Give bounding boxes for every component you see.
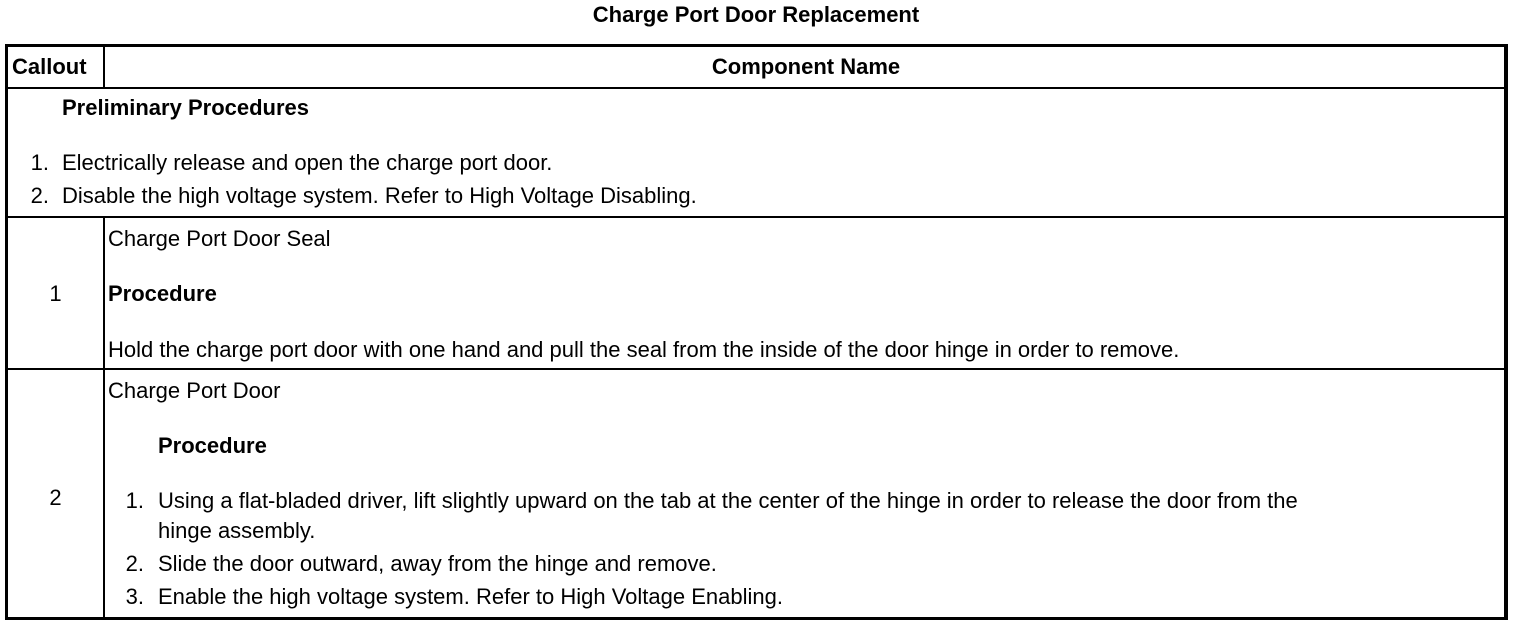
step-text: Disable the high voltage system. Refer to High Voltage Disabling. [62, 183, 697, 208]
row2-procedure-heading: Procedure [158, 433, 267, 458]
row2-component: Charge Port Door [108, 378, 281, 403]
procedure-table [5, 44, 1508, 620]
step-text: Electrically release and open the charge port door. [62, 150, 553, 175]
header-component-name: Component Name [711, 54, 901, 79]
preliminary-divider [8, 216, 1504, 218]
row1-procedure-heading: Procedure [108, 281, 217, 306]
step-number: 2. [30, 183, 49, 208]
step-text: Slide the door outward, away from the hinge and remove. [158, 551, 717, 576]
body-column-divider [103, 216, 105, 620]
step-number: 1. [125, 488, 144, 513]
step-number: 2. [125, 551, 144, 576]
preliminary-heading: Preliminary Procedures [62, 95, 310, 120]
row1-divider [8, 368, 1504, 370]
row1-component: Charge Port Door Seal [108, 226, 331, 251]
step-number: 1. [30, 150, 49, 175]
step-text: Using a flat-bladed driver, lift slightly upward on the tab at the center of the hinge in order to release the door from the [158, 488, 1298, 513]
row1-procedure-text: Hold the charge port door with one hand and pull the seal from the inside of the door hinge in order to remove. [108, 337, 1180, 362]
step-number: 3. [125, 584, 144, 609]
header-callout: Callout [12, 54, 87, 79]
header-divider [8, 87, 1504, 89]
row2-callout: 2 [49, 485, 62, 510]
step-text-continued: hinge assembly. [158, 518, 316, 543]
step-text: Enable the high voltage system. Refer to High Voltage Enabling. [158, 584, 783, 609]
document-title: Charge Port Door Replacement [592, 2, 920, 27]
row1-callout: 1 [49, 281, 62, 306]
